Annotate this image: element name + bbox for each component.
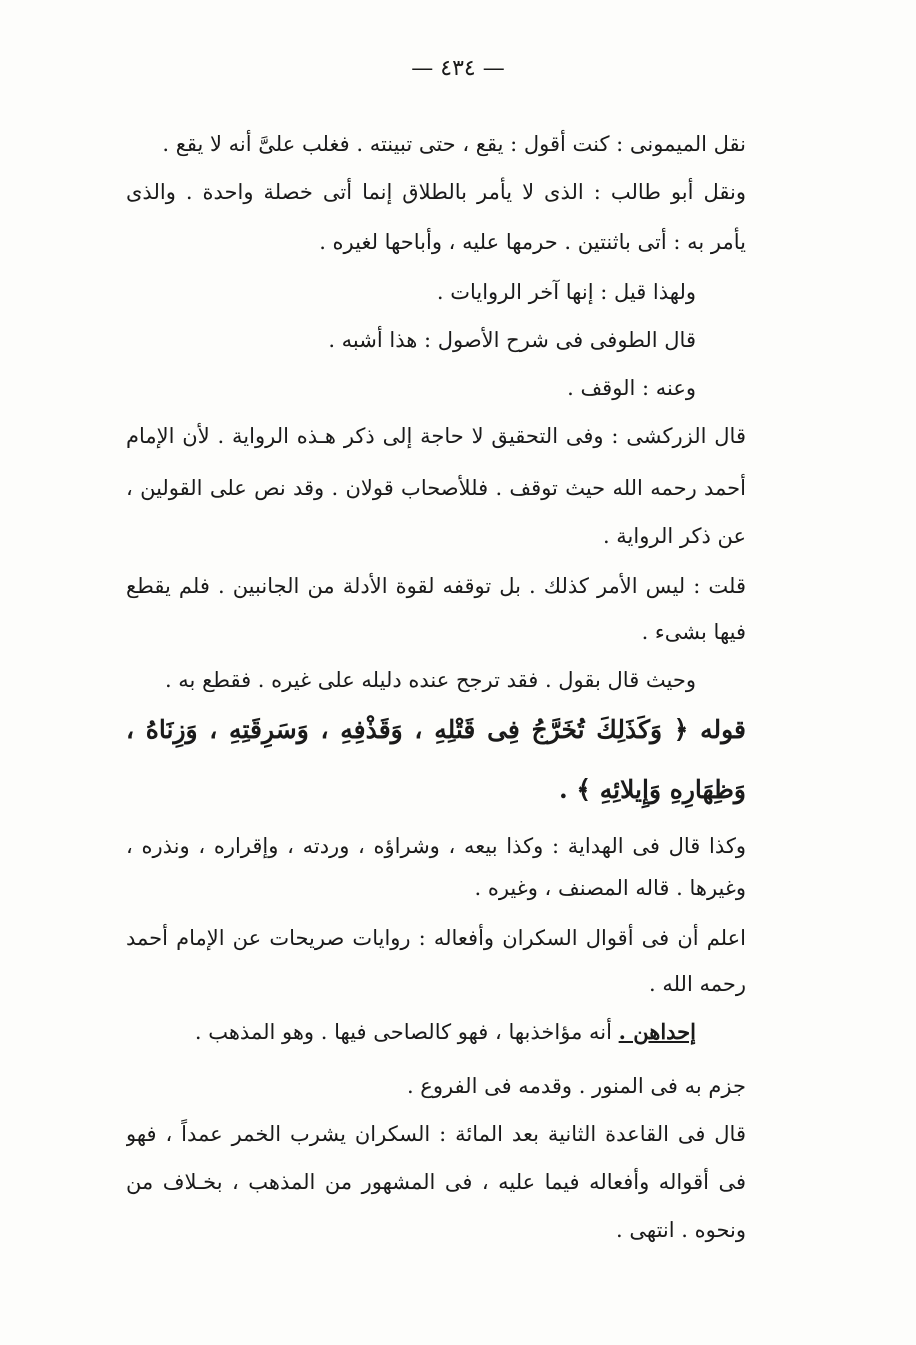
- text-line: ونحوه . انتهى .: [616, 1218, 746, 1242]
- text-line: ولهذا قيل : إنها آخر الروايات .: [436, 280, 696, 304]
- text-line: وعنه : الوقف .: [567, 376, 696, 400]
- text-line: أحمد رحمه الله حيث توقف . فللأصحاب قولان . وقد نص على القولين ،: [126, 476, 746, 500]
- text-line: نقل الميمونى : كنت أقول : يقع ، حتى تبينته . فغلب علىَّ أنه لا يقع .: [162, 132, 746, 156]
- text-line: فى أقواله وأفعاله فيما عليه ، فى المشهور من المذهب ، بخـلاف من: [126, 1170, 746, 1194]
- page-number: — ٤٣٤ —: [411, 56, 505, 81]
- text-line-rest: أنه مؤاخذبها ، فهو كالصاحى فيها . وهو المذهب .: [194, 1020, 612, 1044]
- text-line: فيها بشىء .: [641, 620, 746, 644]
- text-line: وكذا قال فى الهداية : وكذا بيعه ، وشراؤه ، وردته ، وإقراره ، ونذره ،: [126, 834, 746, 858]
- text-line: يأمر به : أتى باثنتين . حرمها عليه ، وأباحها لغيره .: [319, 230, 746, 254]
- text-line: قال الزركشى : وفى التحقيق لا حاجة إلى ذكر هـذه الرواية . لأن الإمام: [126, 424, 746, 448]
- text-line: قلت : ليس الأمر كذلك . بل توقفه لقوة الأدلة من الجانبين . فلم يقطع: [126, 574, 746, 598]
- text-line: [76, 1016, 696, 1048]
- quoted-heading-line: قوله ﴿ وَكَذَلِكَ تُخَرَّجُ فِى قَتْلِهِ ، وَقَذْفِهِ ، وَسَرِقَتِهِ ، وَزِنَاهُ ،: [126, 715, 746, 744]
- text-line: قال الطوفى فى شرح الأصول : هذا أشبه .: [328, 328, 696, 352]
- text-line: رحمه الله .: [649, 972, 746, 996]
- text-line: اعلم أن فى أقوال السكران وأفعاله : روايات صريحات عن الإمام أحمد: [126, 926, 746, 950]
- lead-word: إحداهن .: [618, 1019, 696, 1044]
- text-line: قال فى القاعدة الثانية بعد المائة : السكران يشرب الخمر عمداً ، فهو: [126, 1122, 746, 1146]
- text-line: وغيرها . قاله المصنف ، وغيره .: [474, 876, 746, 900]
- quoted-heading-line: وَظِهَارِهِ وَإِيلائِهِ ﴾ .: [559, 775, 746, 804]
- text-line: وحيث قال بقول . فقد ترجح عنده دليله على غيره . فقطع به .: [164, 668, 696, 692]
- text-line: عن ذكر الرواية .: [602, 524, 746, 548]
- text-line: ونقل أبو طالب : الذى لا يأمر بالطلاق إنما أتى خصلة واحدة . والذى: [126, 180, 746, 204]
- text-line: جزم به فى المنور . وقدمه فى الفروع .: [406, 1074, 746, 1098]
